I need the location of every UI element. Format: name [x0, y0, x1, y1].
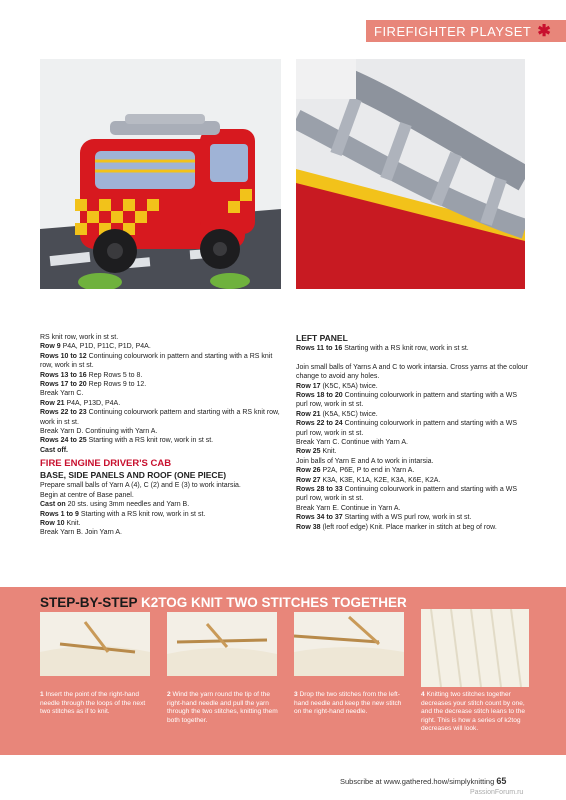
row-label: Row 17	[296, 382, 321, 390]
instruction-line	[296, 344, 528, 353]
instruction-line	[40, 352, 280, 371]
step-3-photo	[294, 612, 404, 676]
fire-engine-photo	[40, 59, 281, 289]
instruction-line	[296, 438, 528, 447]
instruction-line	[40, 380, 280, 389]
step-2-number: 2	[167, 691, 171, 698]
instruction-line	[40, 500, 280, 509]
step-4-number: 4	[421, 691, 425, 698]
row-label: Rows 17 to 20	[40, 381, 87, 389]
row-label: Row 25	[296, 448, 321, 456]
step-by-step-panel	[0, 587, 566, 755]
instruction-line	[40, 491, 280, 500]
instruction-line	[40, 333, 280, 342]
instruction-line	[296, 457, 528, 466]
instruction-line	[296, 485, 528, 504]
row-text: RS knit row, work in st st.	[40, 334, 119, 341]
row-label: Rows 11 to 16	[296, 345, 343, 352]
row-label: Row 38	[296, 523, 321, 531]
left-panel-instructions	[296, 344, 528, 532]
instruction-line	[296, 353, 528, 362]
instruction-line	[296, 363, 528, 382]
step-4-text	[421, 691, 529, 734]
left-panel-title: LEFT PANEL	[296, 333, 348, 343]
row-text: Break Yarn C. Continue with Yarn A.	[296, 439, 408, 447]
instruction-line	[40, 481, 280, 490]
instruction-line	[296, 419, 528, 438]
row-text: Break Yarn C.	[40, 390, 84, 398]
instruction-line	[40, 371, 280, 380]
instruction-line	[296, 447, 528, 456]
instruction-line	[40, 342, 280, 351]
instruction-line	[40, 408, 280, 427]
page-number: 65	[496, 776, 507, 786]
step-4-photo	[421, 609, 529, 687]
instruction-line	[296, 523, 528, 532]
right-column	[296, 333, 528, 532]
row-text: P4A, P1D, P11C, P1D, P4A.	[60, 343, 151, 351]
instruction-line	[296, 513, 528, 522]
instruction-line	[40, 446, 280, 455]
row-label: Rows 24 to 25	[40, 437, 87, 445]
step-1-photo	[40, 612, 150, 676]
row-text: Continuing colourwork in pattern and starting with a WS purl row, work in st st.	[296, 420, 517, 437]
row-text: (left roof edge) Knit. Place marker in stitch at beg of row.	[320, 523, 497, 531]
step-4-description: Knitting two stitches together decreases your stitch count by one, and the decrease stitch leans to the right. This is how a series of k2tog decreases will look.	[421, 691, 526, 733]
row-text: (K5C, K5A) twice.	[320, 382, 378, 390]
step-by-step-heading	[40, 595, 407, 610]
row-text: Continuing colourwork in pattern and starting with a RS knit row, work in st st.	[40, 352, 273, 370]
row-label: Rows 1 to 9	[40, 510, 79, 518]
row-text: Starting with a WS purl row, work in st st.	[342, 514, 472, 522]
cab-title: FIRE ENGINE DRIVER'S CAB	[40, 458, 172, 470]
row-text: Prepare small balls of Yarn A (4), C (2) and E (3) to work intarsia.	[40, 482, 241, 490]
instruction-line	[296, 382, 528, 391]
row-label: Row 10	[40, 519, 65, 527]
row-text: Join small balls of Yarns A and C to work intarsia. Cross yarns at the colour change to avoid any holes.	[296, 363, 529, 381]
instruction-line	[40, 510, 280, 519]
step-3-description: Drop the two stitches from the left-hand needle and keep the new stitch on the right-hand needle.	[294, 691, 402, 716]
row-label: Row 21	[40, 399, 65, 407]
left-column	[40, 333, 280, 538]
row-label: Rows 10 to 12	[40, 352, 87, 360]
row-text: Break Yarn E. Continue in Yarn A.	[296, 504, 401, 512]
instruction-line	[40, 389, 280, 398]
row-text: Break Yarn B. Join Yarn A.	[40, 529, 122, 537]
row-label: Rows 34 to 37	[296, 514, 343, 522]
row-label: Row 21	[296, 410, 321, 418]
instruction-line	[40, 519, 280, 528]
row-label: Rows 22 to 24	[296, 420, 343, 428]
step-by-step-title: K2TOG KNIT TWO STITCHES TOGETHER	[141, 595, 407, 610]
left-instructions	[40, 333, 280, 455]
instruction-line	[296, 476, 528, 485]
row-text: Continuing colourwork in pattern and starting with a WS purl row, work in st st.	[296, 392, 517, 409]
instruction-line	[296, 504, 528, 513]
step-by-step-label: STEP-BY-STEP	[40, 595, 138, 610]
instruction-line	[296, 391, 528, 410]
instruction-line	[296, 410, 528, 419]
cab-instructions	[40, 481, 280, 537]
row-text: K3A, K3E, K1A, K2E, K3A, K6E, K2A.	[320, 476, 441, 484]
row-text: Knit.	[320, 448, 337, 456]
row-label: Row 27	[296, 476, 321, 484]
step-2-photo	[167, 612, 277, 676]
instruction-line	[296, 466, 528, 475]
footer	[340, 776, 506, 786]
step-1-description: Insert the point of the right-hand needle through the loops of the next two stitches as if to knit.	[40, 691, 146, 716]
step-3-text	[294, 691, 406, 717]
row-text: Starting with a RS knit row, work in st st.	[342, 345, 469, 352]
row-text: Begin at centre of Base panel.	[40, 491, 134, 499]
row-text: Join balls of Yarn E and A to work in intarsia.	[296, 457, 434, 465]
row-label: Cast off.	[40, 446, 68, 454]
row-text: Rep Rows 5 to 8.	[86, 371, 143, 379]
row-text: Knit.	[64, 519, 81, 527]
instruction-line	[40, 436, 280, 445]
row-label: Row 26	[296, 467, 321, 475]
step-1-number: 1	[40, 691, 44, 698]
row-text: (K5A, K5C) twice.	[320, 410, 378, 418]
row-text: Continuing colourwork in pattern and starting with a WS purl row, work in st st.	[296, 486, 517, 503]
row-label: Cast on	[40, 501, 66, 509]
row-text: 20 sts. using 3mm needles and Yarn B.	[65, 501, 190, 509]
section-title: FIREFIGHTER PLAYSET	[374, 23, 532, 39]
row-text: Starting with a RS knit row, work in st st.	[86, 437, 214, 445]
step-1-text	[40, 691, 152, 717]
row-text: Break Yarn D. Continuing with Yarn A.	[40, 428, 158, 436]
step-3-number: 3	[294, 691, 298, 698]
row-text: Starting with a RS knit row, work in st st.	[78, 510, 206, 518]
row-text: Continuing colourwork pattern and starting with a RS knit row, work in st st.	[40, 409, 280, 426]
cab-subtitle: BASE, SIDE PANELS AND ROOF (ONE PIECE)	[40, 470, 227, 481]
row-label: Rows 28 to 33	[296, 486, 343, 494]
row-text: Rep Rows 9 to 12.	[86, 381, 147, 389]
step-2-description: Wind the yarn round the tip of the right-hand needle and pull the yarn through the two stitches, knitting them both together.	[167, 691, 278, 724]
row-label: Rows 13 to 16	[40, 371, 87, 379]
instruction-line	[40, 427, 280, 436]
star-icon: ✱	[537, 23, 552, 40]
row-label: Row 9	[40, 343, 61, 351]
instruction-line	[40, 528, 280, 537]
subscribe-link[interactable]: Subscribe at www.gathered.how/simplyknitting	[340, 777, 495, 786]
row-text: P2A, P6E, P to end in Yarn A.	[320, 467, 415, 475]
row-label: Rows 22 to 23	[40, 409, 87, 417]
instruction-line	[40, 399, 280, 408]
section-tag	[366, 20, 566, 42]
row-label: Rows 18 to 20	[296, 392, 343, 400]
step-2-text	[167, 691, 279, 725]
row-text: P4A, P13D, P4A.	[64, 399, 121, 407]
ladder-closeup-photo	[296, 59, 525, 289]
watermark: PassionForum.ru	[470, 789, 524, 796]
